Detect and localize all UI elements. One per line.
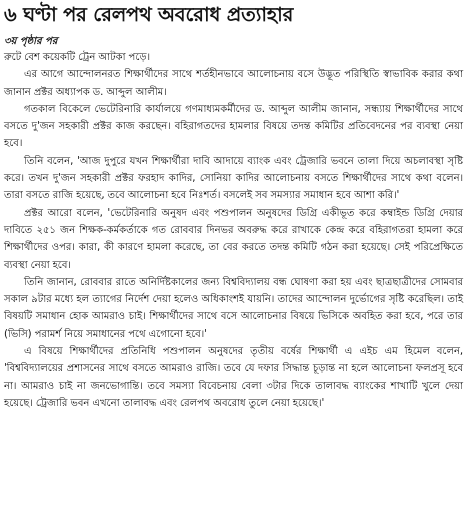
article-paragraph: রুটে বেশ কয়েকটি ট্রেন আটকা পড়ে।	[4, 52, 151, 63]
article-paragraph: গতকাল বিকেলে ভেটেরিনারি কার্যালয়ে গণমাধ্যমকর্মীদের ড. আব্দুল আলীম জানান, সন্ধ্যায় শিক্ষার্থীদের সাথে বসতে দু'জন সহকারী প্রক্টর কাজ করছেন। বহিরাগতদের হামলার বিষয়ে তদন্ত কমিটির প্রতিবেদনের পর ব্যবস্থা নেয়া হবে।	[4, 103, 463, 150]
article-paragraph: এ বিষয়ে শিক্ষার্থীদের প্রতিনিধি পশুপালন অনুষদের তৃতীয় বর্ষের শিক্ষার্থী এ এইচ এম হিমেল বলেন, 'বিশ্ববিদ্যালয়ের প্রশাসনের সাথে বসতে আমরাও রাজি। তবে যে দফার সিদ্ধান্ত চূড়ান্ত না হলে আলোচনা ফলপ্রসূ হবে না। আমরাও চাই না জনভোগান্তি। তবে সমস্যা বিবেচনায় বেলা ৩টার দিকে তালাবদ্ধ ব্যাংকের শাখাটি খুলে দেয়া হয়েছে। ট্রেজারি ভবন এখনো তালাবদ্ধ এবং রেলপথ অবরোধ তুলে নেয়া হয়েছে।'	[4, 346, 463, 409]
article-paragraph: তিনি বলেন, 'আজ দুপুরে যখন শিক্ষার্থীরা দাবি আদায়ে ব্যাংক এবং ট্রেজারি ভবনে তালা দিয়ে অচলাবস্থা সৃষ্টি করে। তখন দু'জন সহকারী প্রক্টর ফরহাদ কাদির, সোনিয়া কাদির আলোচনায় বসতে শিক্ষার্থীদের সাথে কথা বলেন। তারা বসতে রাজি হয়েছে, তবে আলোচনা হবে নিঃশর্ত। বসলেই সব সমস্যার সমাধান হবে আশা করি।'	[4, 155, 463, 202]
article-paragraph: প্রক্টর আরো বলেন, 'ভেটেরিনারি অনুষদ এবং পশুপালন অনুষদের ডিগ্রি একীভূত করে কম্বাইন্ড ডিগ্রি দেয়ার দাবিতে ২৫১ জন শিক্ষক-কর্মকর্তাকে গত রোববার দিনভর অবরুদ্ধ করে রাখাকে কেন্দ্র করে বহিরাগতরা হামলা করে শিক্ষার্থীদের ওপর। কারা, কী কারণে হামলা করেছে, তা বের করতে তদন্ত কমিটি গঠন করা হয়েছে। সেই পরিপ্রেক্ষিতে ব্যবস্থা নেয়া হবে।	[4, 207, 463, 271]
article-paragraph: তিনি জানান, রোববার রাতে অনির্দিষ্টকালের জন্য বিশ্ববিদ্যালয় বন্ধ ঘোষণা করা হয় এবং ছাত্রছাত্রীদের সোমবার সকাল ৯টার মধ্যে হল ত্যাগের নির্দেশ দেয়া হলেও অধিকাংশই যায়নি। তাদের আন্দোলন দুর্ভোগের সৃষ্টি করেছিল। তাই বিষয়টি সমাধান হোক আমরাও চাই। শিক্ষার্থীদের সাথে বসে আলোচনার বিষয়ে ভিসিকে অবহিত করা হবে, পরে তার (ভিসি) পরামর্শ নিয়ে সমাধানের পথে এগোনো হবে।'	[4, 276, 463, 340]
article-headline: ৬ ঘণ্টা পর রেলপথ অবরোধ প্রত্যাহার	[4, 3, 294, 26]
article-paragraph: এর আগে আন্দোলনরত শিক্ষার্থীদের সাথে শর্তহীনভাবে আলোচনায় বসে উদ্ভূত পরিস্থিতি স্বাভাবিক করার কথা জানান প্রক্টর অধ্যাপক ড. আব্দুল আলীম।	[4, 69, 463, 98]
article-body	[4, 49, 463, 412]
continued-from-label: ৩য় পৃষ্ঠার পর	[4, 36, 58, 47]
